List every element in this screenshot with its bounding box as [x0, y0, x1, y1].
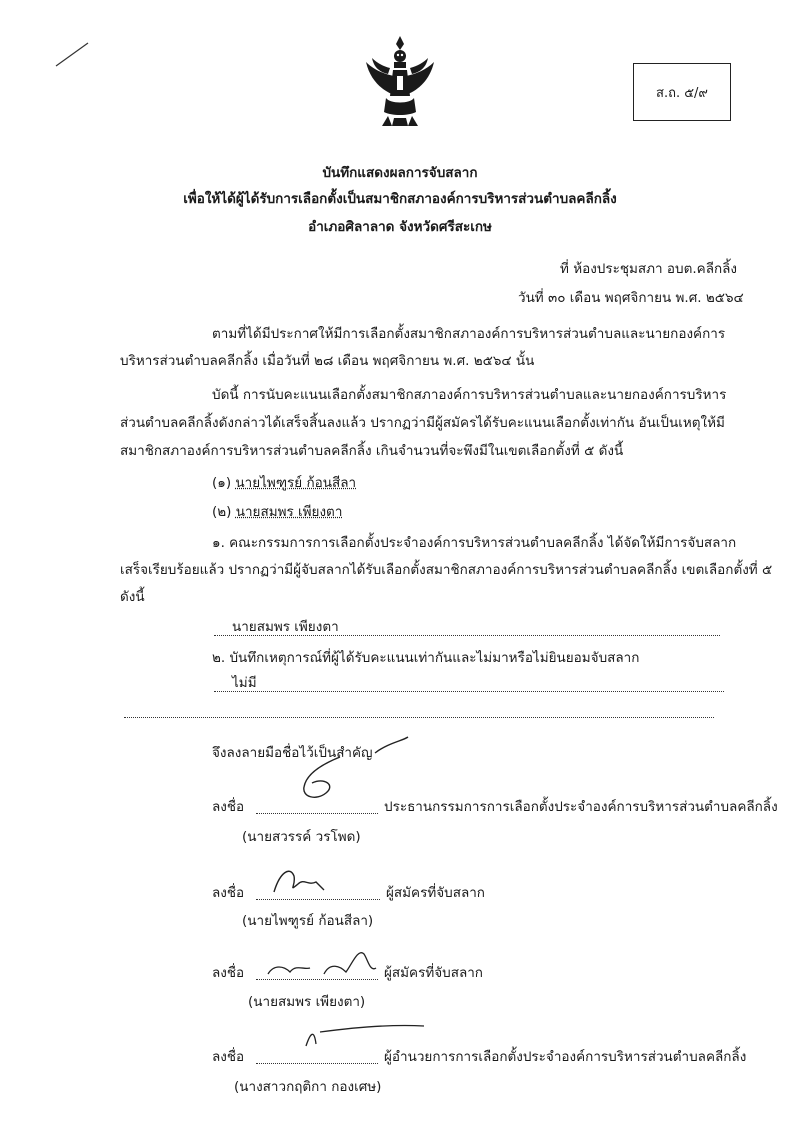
candidate-1-number: (๑): [212, 475, 232, 491]
signature-2-role: ผู้สมัครที่จับสลาก: [386, 885, 485, 901]
title-line-1: บันทึกแสดงผลการจับสลาก: [322, 165, 478, 181]
paragraph-2-line-3: สมาชิกสภาองค์การบริหารส่วนตำบลคลีกลิ้ง เกินจำนวนที่จะพึงมีในเขตเลือกตั้งที่ ๕ ดังนี้: [120, 443, 624, 459]
garuda-emblem-icon: [360, 32, 440, 132]
signature-4-name: (นางสาวกฤติกา กองเศษ): [234, 1079, 382, 1095]
signature-3-scribble-icon: [260, 944, 400, 984]
signature-2-scribble-icon: [268, 862, 348, 902]
signature-2-name: (นายไพฑูรย์ ก้อนสีลา): [242, 913, 374, 929]
signature-4-role: ผู้อำนวยการการเลือกตั้งประจำองค์การบริหารส่วนตำบลคลีกลิ้ง: [384, 1049, 747, 1065]
paragraph-2-line-1: บัดนี้ การนับคะแนนเลือกตั้งสมาชิกสภาองค์การบริหารส่วนตำบลและนายกองค์การบริหาร: [212, 387, 727, 403]
title-line-2: เพื่อให้ได้ผู้ได้รับการเลือกตั้งเป็นสมาชิกสภาองค์การบริหารส่วนตำบลคลีกลิ้ง: [183, 191, 617, 207]
winner-dotted-line: [214, 635, 720, 636]
paragraph-2-line-2: ส่วนตำบลคลีกลิ้งดังกล่าวได้เสร็จสิ้นลงแล้ว ปรากฏว่ามีผู้สมัครได้รับคะแนนเลือกตั้งเท่ากัน อันเป็นเหตุให้มี: [120, 415, 725, 431]
place: ที่ ห้องประชุมสภา อบต.คลีกลิ้ง: [560, 261, 738, 277]
paragraph-1-line-2: บริหารส่วนตำบลคลีกลิ้ง เมื่อวันที่ ๒๘ เดือน พฤศจิกายน พ.ศ. ๒๕๖๔ นั้น: [120, 353, 535, 369]
form-code: ส.ถ. ๕/๙: [656, 85, 708, 101]
candidate-2: [212, 503, 342, 521]
item-2-dotted-line: [214, 691, 724, 692]
item-2-dotted-line-2: [124, 717, 714, 718]
signature-3-label: ลงชื่อ: [212, 965, 245, 981]
candidate-2-name: นายสมพร เพียงตา: [235, 504, 343, 520]
signature-3-role: ผู้สมัครที่จับสลาก: [384, 965, 483, 981]
signature-1-label: ลงชื่อ: [212, 799, 245, 815]
signature-3-line: [256, 979, 378, 980]
item-1-line-3: ดังนี้: [120, 589, 145, 605]
signature-1-line: [256, 813, 378, 814]
item-2: ๒. บันทึกเหตุการณ์ที่ผู้ได้รับคะแนนเท่ากันและไม่มาหรือไม่ยินยอมจับสลาก: [212, 650, 640, 666]
signature-1-scribble-icon: [280, 735, 420, 805]
form-code-box: [633, 63, 731, 121]
signature-1-role: ประธานกรรมการการเลือกตั้งประจำองค์การบริหารส่วนตำบลคลีกลิ้ง: [384, 799, 778, 815]
signature-1-name: (นายสวรรค์ วรโพด): [242, 829, 361, 845]
winner-name: นายสมพร เพียงตา: [232, 619, 339, 635]
signature-2-label: ลงชื่อ: [212, 885, 245, 901]
candidate-2-number: (๒): [212, 504, 232, 520]
candidate-1: [212, 474, 356, 492]
item-2-answer: ไม่มี: [232, 675, 257, 691]
paragraph-1-line-1: ตามที่ได้มีประกาศให้มีการเลือกตั้งสมาชิกสภาองค์การบริหารส่วนตำบลและนายกองค์การ: [212, 326, 726, 342]
signature-2-line: [256, 899, 380, 900]
signature-3-name: (นายสมพร เพียงตา): [248, 994, 366, 1010]
item-1-line-1: ๑. คณะกรรมการการเลือกตั้งประจำองค์การบริหารส่วนตำบลคลีกลิ้ง ได้จัดให้มีการจับสลาก: [212, 535, 737, 551]
title-line-3: อำเภอศิลาลาด จังหวัดศรีสะเกษ: [308, 219, 492, 235]
signature-4-label: ลงชื่อ: [212, 1049, 245, 1065]
candidate-1-name: นายไพฑูรย์ ก้อนสีลา: [235, 475, 357, 491]
pen-mark: [54, 40, 94, 70]
closing-text: จึงลงลายมือชื่อไว้เป็นสำคัญ: [212, 745, 373, 761]
date: วันที่ ๓๐ เดือน พฤศจิกายน พ.ศ. ๒๕๖๔: [518, 290, 744, 306]
item-1-line-2: เสร็จเรียบร้อยแล้ว ปรากฏว่ามีผู้จับสลากได้รับเลือกตั้งสมาชิกสภาองค์การบริหารส่วนตำบลคลีกลิ้ง เขตเลือกตั้งที่ ๕: [120, 562, 773, 578]
signature-4-line: [256, 1063, 378, 1064]
